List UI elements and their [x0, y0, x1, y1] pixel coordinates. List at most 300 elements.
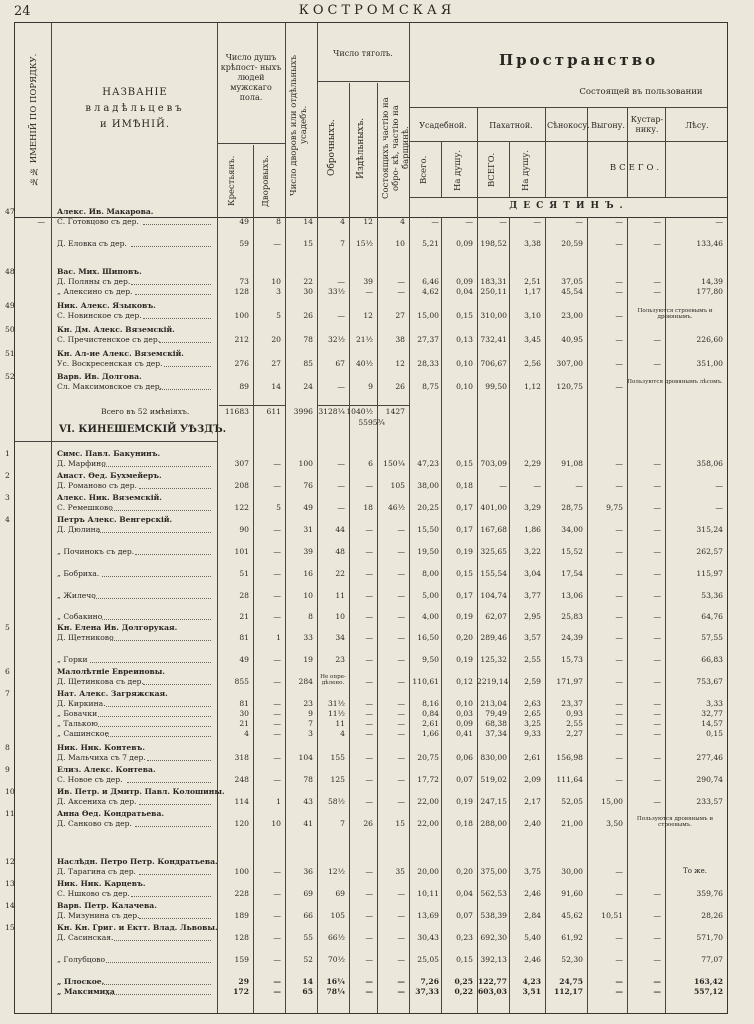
cell-value: —	[397, 729, 405, 738]
cell-value: —	[653, 359, 661, 368]
cell-value: —	[397, 977, 405, 986]
cell-value: 692,30	[480, 933, 507, 942]
cell-value: 1,86	[524, 525, 541, 534]
cell-value: 5,40	[524, 933, 541, 942]
cell-value: 3	[276, 287, 281, 296]
cell-value: 57,55	[701, 633, 723, 642]
cell-value: —	[615, 655, 623, 664]
cell-value: 150¼	[383, 459, 405, 468]
cell-value: 13,06	[561, 591, 583, 600]
cell-value: 81	[239, 633, 249, 642]
cell-value: 2,17	[524, 797, 541, 806]
cell-value: 1	[276, 797, 281, 806]
cell-value: 23,37	[561, 699, 583, 708]
cell-value: 5,00	[422, 591, 439, 600]
cell-value: 571,70	[696, 933, 723, 942]
cell-value: 0,25	[454, 977, 473, 986]
header-izdel: Издѣльныхъ.	[356, 117, 366, 179]
running-head: КОСТРОМСКАЯ	[298, 3, 456, 18]
estate-name: „ Собакино	[57, 612, 103, 621]
cell-value: 66½	[327, 933, 345, 942]
cell-value: —	[653, 612, 661, 621]
cell-value: 4,23	[522, 977, 541, 986]
cell-value: 0,07	[456, 775, 473, 784]
cell-value: 44	[335, 525, 345, 534]
cell-value: 156,98	[556, 753, 583, 762]
estate-name: „ Талькою	[57, 719, 98, 728]
cell-value: —	[397, 797, 405, 806]
cell-value: 562,53	[480, 889, 507, 898]
cell-value: 11	[335, 719, 345, 728]
cell-value: 0,15	[456, 311, 473, 320]
cell-value: —	[365, 729, 373, 738]
cell-value: —	[273, 677, 281, 686]
dot-leader	[131, 284, 211, 285]
cell-value: —	[337, 481, 345, 490]
column-rule	[441, 217, 442, 1013]
cell-value: 30,43	[417, 933, 439, 942]
owner-name: Алекс. Ник. Вяземскій.	[57, 493, 162, 502]
cell-value: 15,52	[561, 547, 583, 556]
uezd-title: VI. КИНЕШЕМСКІЙ УѢЗДЪ.	[59, 424, 227, 435]
estate-number: 11	[5, 809, 15, 818]
cell-value: 171,97	[556, 677, 583, 686]
cell-value: 0,23	[456, 933, 473, 942]
cell-value: 0,15	[456, 569, 473, 578]
cell-value: —	[273, 955, 281, 964]
cell-value: 9,75	[606, 503, 623, 512]
header-mixed: Состоящихъ частію на обро- кѣ, частію на барщинѣ.	[381, 97, 411, 199]
cell-value: —	[615, 591, 623, 600]
cell-value: 36	[303, 867, 313, 876]
dot-leader	[143, 224, 211, 225]
cell-value: 13,69	[417, 911, 439, 920]
cell-value: 37,34	[485, 729, 507, 738]
cell-value: —	[365, 569, 373, 578]
cell-value: —	[273, 655, 281, 664]
owner-name: Наслѣдн. Петро Петр. Кондратьева.	[57, 857, 218, 866]
cell-value: 14,57	[701, 719, 723, 728]
cell-value: 28,26	[701, 911, 723, 920]
cell-value: —	[365, 547, 373, 556]
cell-value: 12	[363, 311, 373, 320]
header-prostranstvo: Пространство	[499, 51, 659, 69]
cell-value: —	[397, 987, 405, 996]
cell-value: 5	[276, 503, 281, 512]
cell-value: 27	[271, 359, 281, 368]
cell-value: 78	[303, 775, 313, 784]
cell-value: —	[615, 239, 623, 248]
header-les: Лѣсу.	[685, 121, 709, 130]
cell-value: 248	[234, 775, 249, 784]
cell-value: 128	[234, 287, 249, 296]
cell-value: 20,75	[417, 753, 439, 762]
dot-leader	[102, 576, 211, 577]
cell-value: 31	[303, 525, 313, 534]
cell-value: 45,62	[561, 911, 583, 920]
cell-value: 2219,14	[477, 677, 509, 686]
cell-value: —	[273, 775, 281, 784]
cell-value: 247,15	[480, 797, 507, 806]
estate-number: 3	[5, 493, 10, 502]
cell-value: 37,33	[415, 987, 439, 996]
cell-value: 39	[303, 547, 313, 556]
estate-number: 9	[5, 765, 10, 774]
cell-value: —	[397, 633, 405, 642]
cell-value: 105	[390, 481, 405, 490]
estate-number: 6	[5, 667, 10, 676]
cell-value: 66	[303, 911, 313, 920]
cell-value: 22,00	[417, 797, 439, 806]
owner-name: Ник. Ник. Контевъ.	[57, 743, 145, 752]
dot-leader	[159, 389, 211, 390]
cell-value: 24	[303, 382, 313, 391]
cell-value: 27,37	[417, 335, 439, 344]
cell-value: —	[337, 382, 345, 391]
estate-number: 52	[5, 372, 15, 381]
cell-value: 9,50	[422, 655, 439, 664]
cell-value: —	[615, 987, 623, 996]
cell-value: 10	[303, 591, 313, 600]
cell-value: 155	[330, 753, 345, 762]
cell-value: 172	[233, 987, 249, 996]
cell-value: 69	[335, 889, 345, 898]
cell-value: 2,56	[524, 359, 541, 368]
cell-value: —	[365, 525, 373, 534]
cell-value: —	[615, 311, 623, 320]
cell-value: —	[653, 569, 661, 578]
cell-value: 159	[234, 955, 249, 964]
cell-value: 8,00	[422, 569, 439, 578]
cell-value: —	[615, 525, 623, 534]
cell-value: 2,29	[524, 459, 541, 468]
owner-name: Кн. Дм. Алекс. Вяземскій.	[57, 325, 175, 334]
estate-number: 4	[5, 515, 10, 524]
cell-value: 0,04	[456, 889, 473, 898]
estate-number: 50	[5, 325, 15, 334]
cell-value: 1	[276, 633, 281, 642]
cell-value: 10,51	[601, 911, 623, 920]
cell-value: 3,38	[524, 239, 541, 248]
estate-name: Д. Щетниково	[57, 633, 114, 642]
cell-value: —	[653, 481, 661, 490]
cell-value: 133,46	[696, 239, 723, 248]
header-pakh-dushu: На душу.	[521, 149, 531, 191]
column-rule	[545, 217, 546, 1013]
cell-value: 4	[340, 729, 345, 738]
cell-value: 3,04	[524, 569, 541, 578]
cell-value: —	[615, 889, 623, 898]
header-pakh: Пахатной.	[489, 121, 533, 130]
cell-value: —	[615, 612, 623, 621]
estate-name: Ус. Воскресенская съ дер.	[57, 359, 163, 368]
dot-leader	[106, 962, 211, 963]
cell-value: 307,00	[556, 359, 583, 368]
cell-value: —	[653, 709, 661, 718]
cell-value: —	[365, 753, 373, 762]
cell-value: 28	[239, 591, 249, 600]
header-usad-dushu: На душу.	[453, 149, 463, 191]
cell-value: 4,00	[422, 612, 439, 621]
cell-value: —	[365, 699, 373, 708]
cell-value: 8	[308, 612, 313, 621]
cell-value: —	[615, 867, 623, 876]
cell-value: —	[615, 217, 623, 226]
cell-value: —	[397, 889, 405, 898]
estate-name: С. Пречистенское съ дер.	[57, 335, 161, 344]
cell-value: 65	[302, 987, 313, 996]
cell-value: 0,20	[456, 867, 473, 876]
cell-value: —	[615, 709, 623, 718]
cell-value: 26	[303, 311, 313, 320]
cell-value: —	[273, 481, 281, 490]
cell-value: 3,10	[524, 311, 541, 320]
cell-value: 49	[239, 655, 249, 664]
cell-value: 519,02	[480, 775, 507, 784]
owner-name: Малолѣтніе Евреиновы.	[57, 667, 166, 676]
dot-leader	[143, 318, 211, 319]
cell-value: 16	[303, 569, 313, 578]
cell-value: 23	[303, 699, 313, 708]
cell-value: —	[365, 481, 373, 490]
cell-value: —	[273, 889, 281, 898]
owner-name: Алекс. Ив. Макарова.	[57, 207, 154, 216]
cell-value: 732,41	[480, 335, 507, 344]
dot-leader	[102, 466, 211, 467]
dot-leader	[131, 246, 211, 247]
cell-value: 2,61	[422, 719, 439, 728]
cell-value: 85	[303, 359, 313, 368]
cell-value: 0,19	[456, 547, 473, 556]
cell-value: —	[365, 287, 373, 296]
cell-value: —	[653, 719, 661, 728]
cell-value: —	[653, 655, 661, 664]
cell-value: 122	[234, 503, 249, 512]
header-vygon: Выгону.	[591, 121, 625, 130]
header-name-col: НАЗВАНІЕ владѣльцевъ и ИМѢНІЙ.	[85, 87, 185, 130]
cell-value: 15,73	[561, 655, 583, 664]
column-rule	[51, 217, 52, 1013]
dot-leader	[94, 598, 211, 599]
cell-value: —	[397, 655, 405, 664]
cell-value: —	[653, 217, 661, 226]
dot-leader	[135, 294, 211, 295]
dot-leader	[106, 706, 211, 707]
cell-value: 401,00	[480, 503, 507, 512]
cell-value: 4,62	[422, 287, 439, 296]
cell-value: 27	[395, 311, 405, 320]
header-desyatin: ДЕСЯТИНЪ.	[509, 201, 629, 211]
cell-value: 91,60	[561, 889, 583, 898]
estate-name: „ Сашинское	[57, 729, 109, 738]
cell-value: —	[653, 977, 661, 986]
cell-value: 703,09	[480, 459, 507, 468]
cell-value: 4	[340, 217, 345, 226]
cell-value: 15,00	[601, 797, 623, 806]
cell-value: 0,09	[456, 719, 473, 728]
cell-value: 208	[234, 481, 249, 490]
cell-value: —	[397, 677, 405, 686]
cell-value: —	[273, 547, 281, 556]
cell-value: —	[615, 569, 623, 578]
cell-value: 284	[298, 677, 313, 686]
header-sostoyashchey: Состоящей въ пользовании	[579, 87, 703, 97]
cell-value: —	[397, 911, 405, 920]
cell-value: 90	[239, 525, 249, 534]
cell-value: 23,00	[561, 311, 583, 320]
header-pakh-vsego: ВСЕГО.	[487, 152, 497, 188]
cell-value: 25,05	[417, 955, 439, 964]
cell-value: —	[499, 217, 507, 226]
cell-value: —	[397, 569, 405, 578]
cell-value: 33	[303, 633, 313, 642]
cell-value: 375,00	[480, 867, 507, 876]
forest-note: Пользуются дровянымъ и строевымъ.	[636, 816, 714, 829]
cell-value: —	[715, 217, 723, 226]
cell-value: —	[365, 955, 373, 964]
owner-name: Кн. Ал-ие Алекс. Вяземскій.	[57, 349, 184, 358]
header-kustar: Кустар- нику.	[630, 115, 664, 134]
total-value: 611	[266, 407, 281, 416]
dot-leader	[98, 532, 211, 533]
cell-value: 10,11	[417, 889, 439, 898]
estate-name: Д. Киркина.	[57, 699, 106, 708]
cell-value: 0,07	[456, 911, 473, 920]
header-souls-group: Число душъ крѣпост- ныхъ людей мужскаго пола.	[220, 53, 282, 102]
cell-value: 10	[271, 277, 281, 286]
cell-value: 358,06	[696, 459, 723, 468]
owner-name: Симс. Павл. Бакунинъ.	[57, 449, 161, 458]
cell-value: 23	[335, 655, 345, 664]
cell-value: 189	[234, 911, 249, 920]
cell-value: 830,00	[480, 753, 507, 762]
estate-name: „ Жилечо	[57, 591, 96, 600]
cell-value: 14	[271, 382, 281, 391]
cell-value: 19,50	[417, 547, 439, 556]
cell-value: 20,00	[417, 867, 439, 876]
cell-value: —	[653, 911, 661, 920]
cell-value: 212	[234, 335, 249, 344]
cell-value: 48	[335, 547, 345, 556]
cell-value: 855	[234, 677, 249, 686]
cell-value: 11	[335, 591, 345, 600]
cell-value: 15½	[355, 239, 373, 248]
cell-value: 1,12	[524, 382, 541, 391]
cell-value: 34,00	[561, 525, 583, 534]
page-number: 24	[14, 4, 31, 19]
cell-value: 3,50	[606, 819, 623, 828]
forest-note: То же.	[683, 867, 707, 875]
estate-name: Сл. Максимовское съ дер.	[57, 382, 162, 391]
cell-value: 66,83	[701, 655, 723, 664]
uezd-rule	[15, 441, 217, 442]
cell-value: 32,77	[701, 709, 723, 718]
cell-value: 22	[303, 277, 313, 286]
forest-note: Пользуются строевымъ и дровянымъ.	[637, 308, 713, 321]
dot-leader	[147, 760, 211, 761]
cell-value: 64,76	[701, 612, 723, 621]
estate-name: Д. Марфино	[57, 459, 106, 468]
estate-number: 49	[5, 301, 15, 310]
header-dvor: Дворовыхъ.	[261, 155, 271, 207]
cell-value: 9	[308, 709, 313, 718]
cell-value: 3,25	[524, 719, 541, 728]
cell-value: 112,17	[553, 987, 583, 996]
cell-value: —	[615, 633, 623, 642]
cell-value: 31½	[327, 699, 345, 708]
cell-value: —	[653, 459, 661, 468]
cell-value: 9,33	[524, 729, 541, 738]
cell-value: 128	[234, 933, 249, 942]
cell-value: —	[273, 709, 281, 718]
cell-value: 2,51	[524, 277, 541, 286]
cell-value: —	[653, 335, 661, 344]
cell-value: 25,83	[561, 612, 583, 621]
cell-value: 0,10	[456, 699, 473, 708]
cell-value: 14	[302, 977, 313, 986]
estate-name: С. Новинское съ дер.	[57, 311, 142, 320]
cell-value: 10	[271, 819, 281, 828]
cell-value: 0,19	[456, 655, 473, 664]
header-senokos: Сѣнокосу.	[547, 121, 590, 130]
dot-leader	[143, 684, 211, 685]
cell-value: 15,00	[417, 311, 439, 320]
cell-value: 89	[239, 382, 249, 391]
owner-name: Нат. Алекс. Загряжская.	[57, 689, 168, 698]
cell-value: 0,84	[422, 709, 439, 718]
cell-value: 30	[239, 709, 249, 718]
cell-value: 21½	[355, 335, 373, 344]
cell-value: —	[397, 591, 405, 600]
estate-number: 48	[5, 267, 15, 276]
cell-value: 1,17	[524, 287, 541, 296]
cell-value: —	[533, 481, 541, 490]
total-value: 3996	[293, 407, 313, 416]
cell-value: 0,12	[456, 677, 473, 686]
forest-note: Пользуются дровянымъ лѣсомъ.	[627, 379, 723, 385]
dot-leader	[159, 342, 211, 343]
cell-value: —	[365, 612, 373, 621]
cell-value: 99,50	[485, 382, 507, 391]
dot-leader	[135, 826, 211, 827]
cell-value: 38	[395, 335, 405, 344]
cell-value: 167,68	[480, 525, 507, 534]
sum-rule	[219, 405, 285, 406]
cell-value: 125	[330, 775, 345, 784]
cell-value: 2,55	[524, 655, 541, 664]
estate-name: „ Плоское.	[57, 977, 105, 986]
cell-value: 21,00	[561, 819, 583, 828]
cell-value: —	[37, 217, 45, 226]
cell-value: 2,55	[566, 719, 583, 728]
dot-leader	[164, 366, 212, 367]
estate-name: „ Горки	[57, 655, 88, 664]
cell-value: 8,16	[422, 699, 439, 708]
cell-value: —	[615, 335, 623, 344]
cell-value: 0,20	[456, 633, 473, 642]
owner-name: Кн. Кн. Григ. и Ектт. Влад. Львовы.	[57, 923, 218, 932]
dot-leader	[127, 782, 211, 783]
cell-value: 79,49	[485, 709, 507, 718]
cell-value: 8	[276, 217, 281, 226]
cell-value: —	[397, 277, 405, 286]
cell-value: —	[615, 775, 623, 784]
cell-value: 49	[303, 503, 313, 512]
owner-name: Ник. Ник. Карцевъ.	[57, 879, 146, 888]
cell-value: 3,57	[524, 633, 541, 642]
cell-value: 351,00	[696, 359, 723, 368]
dot-leader	[135, 554, 211, 555]
